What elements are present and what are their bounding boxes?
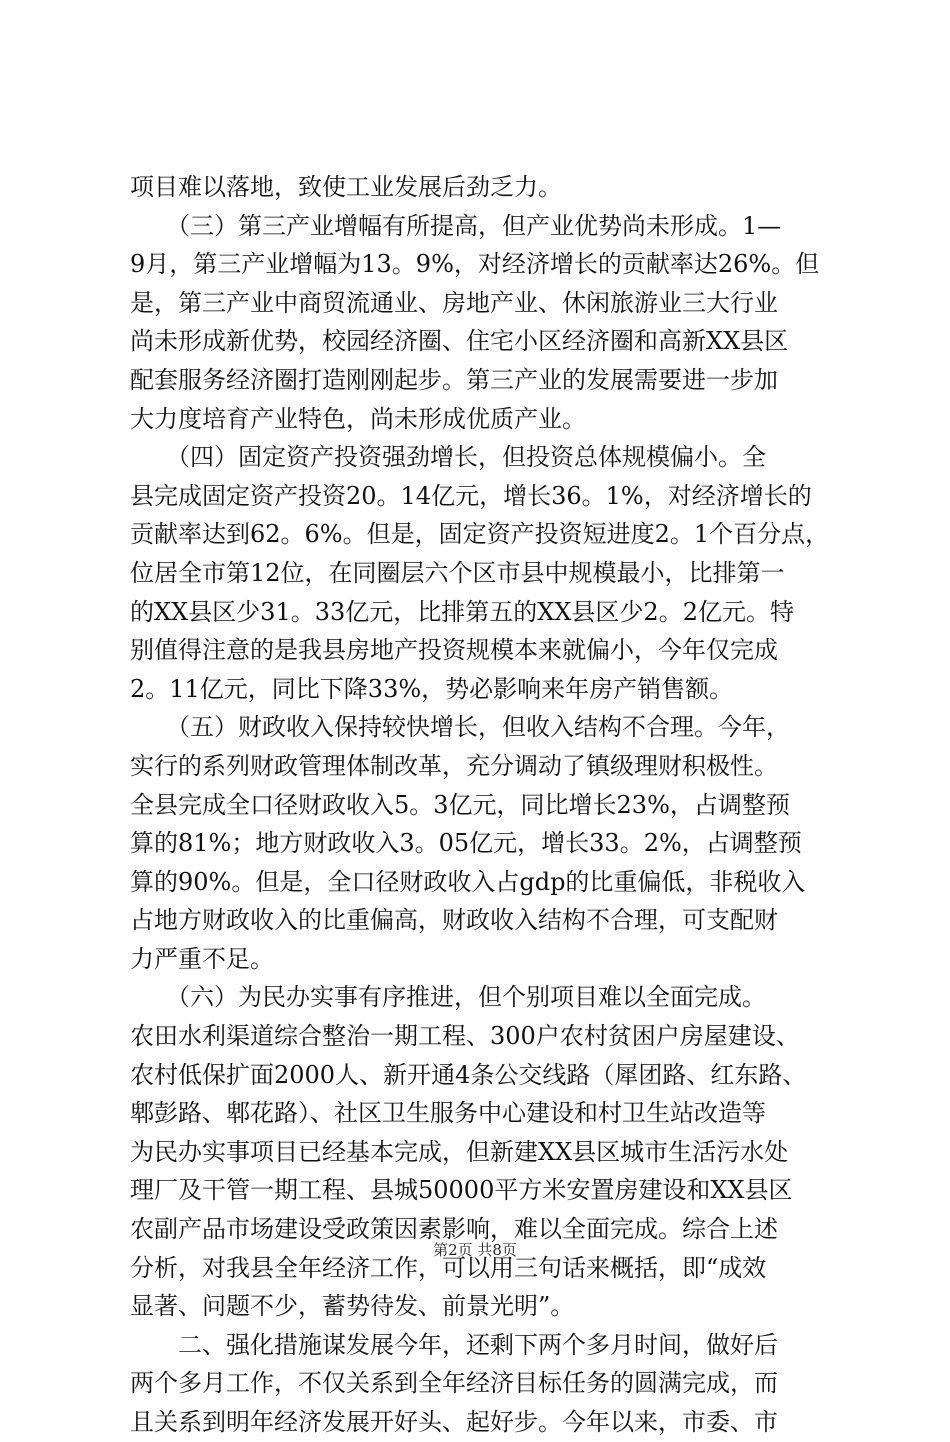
text-line: 大力度培育产业特色，尚未形成优质产业。 [130, 404, 586, 433]
text-line: 的XX县区少31。33亿元，比排第五的XX县区少2。2亿元。特 [130, 597, 794, 626]
text-line: 郫彭路、郫花路）、社区卫生服务中心建设和村卫生站改造等 [130, 1099, 766, 1128]
text-line: 2。11亿元，同比下降33%，势必影响来年房产销售额。 [130, 674, 734, 703]
page-number: 第2页 共8页 [433, 1241, 517, 1259]
text-line: 农村低保扩面2000人、新开通4条公交线路（犀团路、红东路、 [130, 1060, 807, 1089]
text-line: 项目难以落地，致使工业发展后劲乏力。 [130, 173, 562, 201]
text-line: 算的81%；地方财政收入3。05亿元，增长33。2%，占调整预 [130, 829, 802, 858]
text-line: 别值得注意的是我县房地产投资规模本来就偏小，今年仅完成 [130, 636, 778, 665]
text-line: 两个多月工作，不仅关系到全年经济目标任务的圆满完成，而 [130, 1369, 778, 1398]
text-line: 算的90%。但是，全口径财政收入占gdp的比重偏低，非税收入 [130, 867, 806, 896]
text-line: 农副产品市场建设受政策因素影响，难以全面完成。综合上述 [130, 1215, 778, 1244]
text-line: 位居全市第12位，在同圈层六个区市县中规模最小，比排第一 [130, 558, 785, 587]
text-line: 占地方财政收入的比重偏高，财政收入结构不合理，可支配财 [130, 906, 778, 935]
text-line: 9月，第三产业增幅为13。9%，对经济增长的贡献率达26%。但 [130, 250, 820, 279]
text-line: 且关系到明年经济发展开好头、起好步。今年以来，市委、市 [130, 1408, 778, 1436]
text-line: （五）财政收入保持较快增长，但收入结构不合理。今年， [130, 713, 790, 742]
text-line: 县完成固定资产投资20。14亿元，增长36。1%，对经济增长的 [130, 481, 812, 510]
text-line: （六）为民办实事有序推进，但个别项目难以全面完成。 [130, 983, 766, 1012]
text-line: 力严重不足。 [130, 944, 274, 973]
text-line: 二、强化措施谋发展今年，还剩下两个多月时间，做好后 [130, 1330, 778, 1359]
text-line: 理厂及干管一期工程、县城50000平方米安置房建设和XX县区 [130, 1176, 793, 1205]
text-line: 农田水利渠道综合整治一期工程、300户农村贫困户房屋建设、 [130, 1022, 800, 1051]
text-line: （四）固定资产投资强劲增长，但投资总体规模偏小。全 [130, 443, 766, 472]
text-line: 全县完成全口径财政收入5。3亿元，同比增长23%，占调整预 [130, 790, 790, 819]
text-line: 显著、问题不少，蓄势待发、前景光明”。 [130, 1292, 575, 1321]
text-line: 为民办实事项目已经基本完成，但新建XX县区城市生活污水处 [130, 1137, 789, 1166]
text-line: 实行的系列财政管理体制改革，充分调动了镇级理财积极性。 [130, 751, 778, 780]
text-line: （三）第三产业增幅有所提高，但产业优势尚未形成。1— [130, 211, 782, 240]
text-line: 分析，对我县全年经济工作，可以用三句话来概括，即“成效 [130, 1253, 767, 1282]
text-line: 贡献率达到62。6%。但是，固定资产投资短进度2。1个百分点， [130, 520, 830, 549]
page-footer [0, 1240, 950, 1260]
text-line: 是，第三产业中商贸流通业、房地产业、休闲旅游业三大行业 [130, 288, 778, 317]
text-line: 配套服务经济圈打造刚刚起步。第三产业的发展需要进一步加 [130, 365, 778, 394]
text-line: 尚未形成新优势，校园经济圈、住宅小区经济圈和高新XX县区 [130, 327, 789, 356]
